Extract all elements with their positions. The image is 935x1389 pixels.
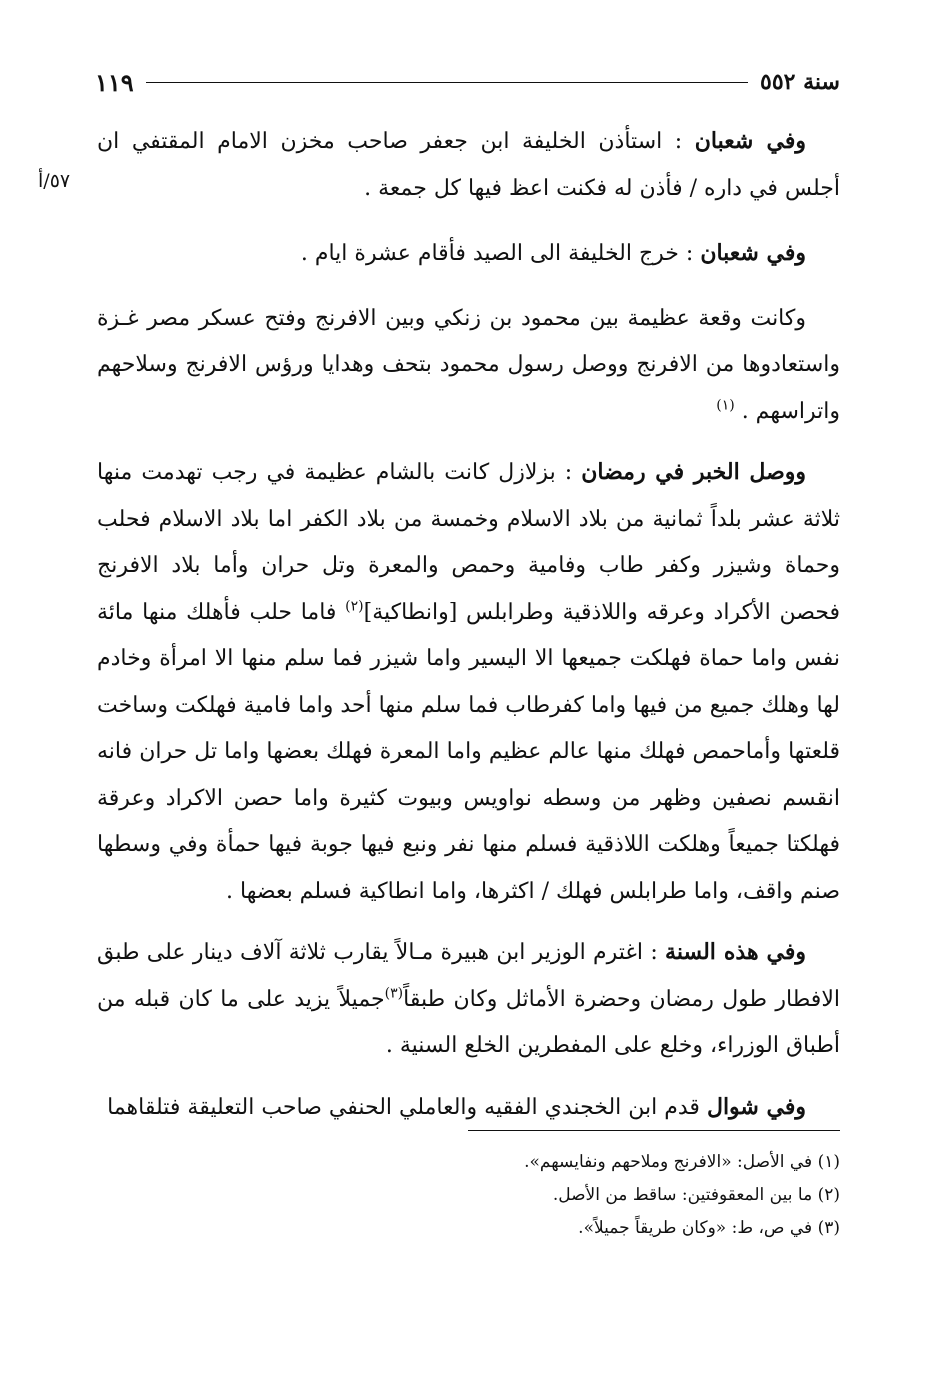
paragraph-text: : اغترم الوزير ابن هبيرة مـالاً يقارب ثلاثة آلاف دينار على طبق الافطار طول رمضان وحضرة الأماثل وكان طبقاً	[97, 940, 840, 1012]
paragraph-text: : خرج الخليفة الى الصيد فأقام عشرة ايام .	[300, 241, 694, 266]
paragraph	[97, 929, 840, 1070]
page-number: ١١٩	[95, 67, 134, 97]
paragraph-text-continued: جميلاً يزيد على ما كان قبله من أطباق الوزراء، وخلع على المفطرين الخلع السنية .	[97, 986, 840, 1058]
footnote-marker: (٢)	[345, 598, 364, 615]
paragraph	[97, 296, 840, 436]
paragraph-text: : استأذن الخليفة ابن جعفر صاحب مخزن الامام المقتفي ان أجلس في داره / فأذن له فكنت اعظ فيها كل جمعة .	[97, 129, 840, 201]
footnote-marker: (١)	[716, 397, 735, 414]
paragraph-text: قدم ابن الخجندي الفقيه والعاملي الحنفي صاحب التعليقة فتلقاهما	[107, 1094, 700, 1120]
paragraph-text-continued: فاما حلب فأهلك منها مائة نفس واما حماة فهلكت جميعها الا اليسير واما شيزر فما سلم منها الا امرأة وخادم لها وهلك جميع من فيها واما كفرطاب فما سلم منها أحد واما فامية فهلكت وساخت قلعتها وأماحمص فهلك منها عالم عظيم واما المعرة فهلك بعضها واما تل حران فانه انقسم نصفين وظهر من وسطه نواويس وبيوت كثيرة واما حصن الاكراد وعرقة فهلكتا جميعاً وهلكت اللاذقية فسلم منها نفر ونبع فيها جوبة فيها حمأة وفي وسطها صنم واقف، واما طرابلس فهلك / اكثرها، واما انطاكية فسلم بعضها .	[97, 599, 840, 904]
paragraph-text: وكانت وقعة عظيمة بين محمود بن زنكي وبين الافرنج وفتح عسكر مصر غـزة واستعادوها من الافرنج ووصل رسول محمود بتحف وهدايا ورؤس الافرنج وسلاحهم واتراسهم .	[97, 305, 840, 424]
paragraph-lead: ووصل الخبر في رمضان	[581, 459, 806, 485]
footnote-marker: (٣)	[384, 985, 404, 1002]
footnote: (٣) في ص، ط: «وكان طريقاً جميلاً».	[578, 1218, 840, 1238]
footnote: (٢) ما بين المعقوفتين: ساقط من الأصل.	[552, 1185, 840, 1205]
running-header	[95, 62, 840, 102]
paragraph-lead: وفي هذه السنة	[665, 939, 806, 965]
footnote: (١) في الأصل: «الافرنج وملاحهم ونفايسهم».	[524, 1152, 840, 1172]
paragraph	[97, 449, 840, 915]
paragraph	[97, 230, 840, 278]
paragraph-lead: وفي شعبان	[700, 240, 806, 266]
footnote-separator	[468, 1130, 840, 1131]
main-text	[97, 118, 840, 1149]
header-year: سنة ٥٥٢	[760, 69, 840, 95]
footnotes	[300, 1146, 840, 1245]
paragraph-lead: وفي شوال	[706, 1093, 806, 1120]
paragraph	[97, 118, 840, 212]
margin-folio-reference: ٥٧/أ	[38, 170, 71, 192]
paragraph-text: : بزلازل كانت بالشام عظيمة في رجب تهدمت منها ثلاثة عشر بلداً ثمانية من بلاد الاسلام وخمسة من بلاد الكفر اما بلاد الاسلام فحلب وحماة وشيزر وكفر طاب وفامية وحمص والمعرة وتل حران وأما بلاد الافرنج فحصن الأكراد وعرقه واللاذقية وطرابلس [وانطاكية]	[97, 460, 840, 625]
header-rule	[146, 82, 748, 83]
paragraph	[97, 1084, 840, 1132]
paragraph-lead: وفي شعبان	[694, 128, 807, 154]
